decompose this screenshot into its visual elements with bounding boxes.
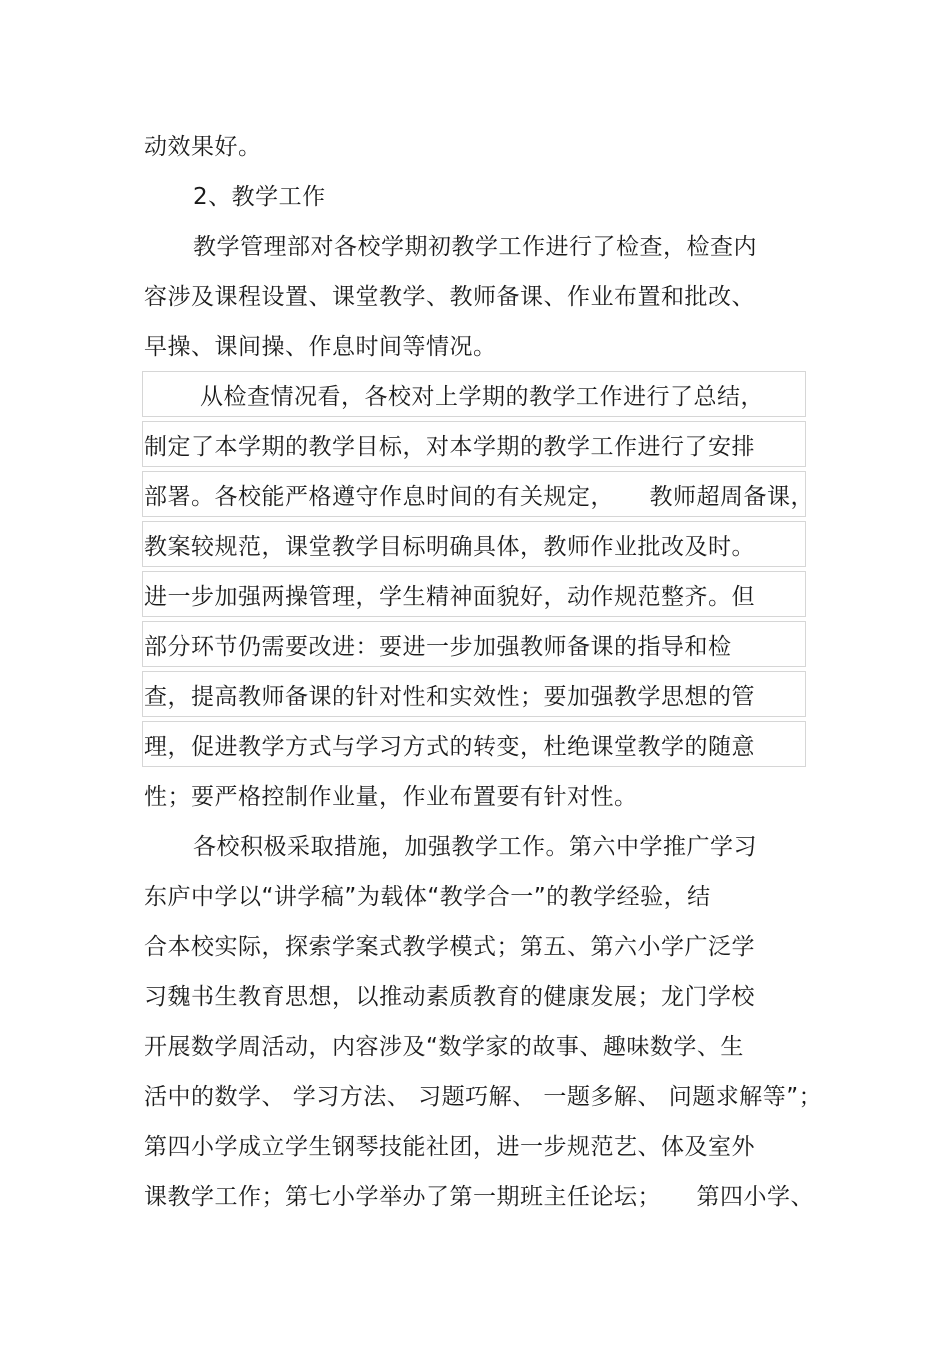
paragraph-line: 课教学工作；第七小学举办了第一期班主任论坛； 第四小学、 [144, 1184, 814, 1210]
paragraph-line: 合本校实际，探索学案式教学模式；第五、第六小学广泛学 [144, 934, 755, 960]
paragraph-line: 容涉及课程设置、课堂教学、教师备课、作业布置和批改、 [144, 284, 755, 310]
paragraph-line: 部分环节仍需要改进：要进一步加强教师备课的指导和检 [144, 634, 732, 660]
paragraph-line: 东庐中学以“讲学稿”为载体“教学合一”的教学经验，结 [144, 884, 711, 910]
paragraph-line: 活中的数学、 学习方法、 习题巧解、 一题多解、 问题求解等”； [144, 1084, 823, 1110]
paragraph-line: 进一步加强两操管理，学生精神面貌好，动作规范整齐。但 [144, 584, 755, 610]
paragraph-line: 查，提高教师备课的针对性和实效性；要加强教学思想的管 [144, 684, 755, 710]
paragraph-line: 第四小学成立学生钢琴技能社团，进一步规范艺、体及室外 [144, 1134, 755, 1160]
paragraph-line: 制定了本学期的教学目标，对本学期的教学工作进行了安排 [144, 434, 755, 460]
paragraph-line: 教案较规范，课堂教学目标明确具体，教师作业批改及时。 [144, 534, 755, 560]
paragraph-line: 从检查情况看，各校对上学期的教学工作进行了总结， [200, 384, 764, 410]
paragraph-line: 部署。各校能严格遵守作息时间的有关规定， 教师超周备课， [144, 484, 814, 510]
paragraph-line: 教学管理部对各校学期初教学工作进行了检查，检查内 [193, 234, 757, 260]
section-heading: 2、教学工作 [193, 184, 326, 210]
paragraph-line: 各校积极采取措施，加强教学工作。第六中学推广学习 [193, 834, 757, 860]
paragraph-line: 早操、课间操、作息时间等情况。 [144, 334, 497, 360]
paragraph-line: 开展数学周活动，内容涉及“数学家的故事、趣味数学、生 [144, 1034, 744, 1060]
paragraph-line: 理，促进教学方式与学习方式的转变，杜绝课堂教学的随意 [144, 734, 755, 760]
paragraph-line: 习魏书生教育思想，以推动素质教育的健康发展；龙门学校 [144, 984, 755, 1010]
paragraph-line: 性；要严格控制作业量，作业布置要有针对性。 [144, 784, 638, 810]
paragraph-line: 动效果好。 [144, 134, 262, 160]
